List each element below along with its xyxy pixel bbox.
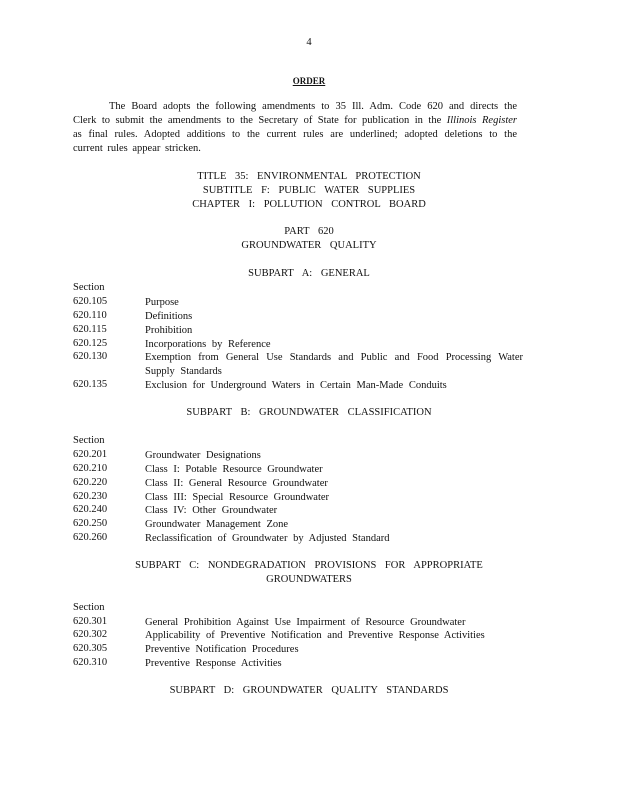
- subpart-c-heading: SUBPART C: NONDEGRADATION PROVISIONS FOR APPROPRIATE: [135, 560, 483, 571]
- intro-text-rest: as final rules. Adopted additions to the current rules are underlined; adopted deletions to the current rules appear stricken.: [73, 129, 517, 154]
- section-number: 620.125: [73, 338, 108, 349]
- section-title: Class III: Special Resource Groundwater: [145, 492, 330, 503]
- section-label: Section: [73, 282, 105, 293]
- subpart-a-heading: SUBPART A: GENERAL: [248, 268, 370, 279]
- section-number: 620.115: [73, 324, 107, 335]
- subtitle-line: SUBTITLE F: PUBLIC WATER SUPPLIES: [202, 185, 416, 196]
- section-title: Exemption from General Use Standards and Public and Food Processing Water Supply Standards: [145, 352, 523, 377]
- section-number: 620.105: [73, 296, 108, 307]
- section-number: 620.260: [73, 532, 108, 543]
- section-title: Prohibition: [145, 325, 193, 336]
- section-title: Groundwater Management Zone: [145, 519, 289, 530]
- section-number: 620.130: [73, 351, 108, 362]
- section-number: 620.210: [73, 463, 108, 474]
- subpart-d-heading: SUBPART D: GROUNDWATER QUALITY STANDARDS: [169, 685, 449, 696]
- order-heading: ORDER: [292, 76, 326, 86]
- section-number: 620.301: [73, 616, 108, 627]
- intro-paragraph: [73, 100, 517, 156]
- section-title: Preventive Notification Procedures: [145, 644, 299, 655]
- section-number: 620.250: [73, 518, 108, 529]
- section-title: Exclusion for Underground Waters in Certain Man-Made Conduits: [145, 380, 447, 391]
- section-title: Class II: General Resource Groundwater: [145, 478, 328, 489]
- section-title: Class IV: Other Groundwater: [145, 505, 278, 516]
- section-title: Applicability of Preventive Notification and Preventive Response Activities: [145, 630, 485, 641]
- section-title: General Prohibition Against Use Impairment of Resource Groundwater: [145, 617, 466, 628]
- section-number: 620.110: [73, 310, 107, 321]
- part-line: PART 620: [284, 226, 334, 237]
- subpart-b-heading: SUBPART B: GROUNDWATER CLASSIFICATION: [186, 407, 432, 418]
- section-title: Purpose: [145, 297, 179, 308]
- intro-text: The Board adopts the following amendments to 35 Ill. Adm. Code 620 and directs the Clerk to submit the amendments to the Secretary of State for publication in the: [73, 101, 517, 126]
- part-title: GROUNDWATER QUALITY: [241, 240, 377, 251]
- section-title: Definitions: [145, 311, 193, 322]
- subpart-c-heading-cont: GROUNDWATERS: [266, 574, 352, 585]
- section-number: 620.230: [73, 491, 108, 502]
- title-line: TITLE 35: ENVIRONMENTAL PROTECTION: [197, 171, 421, 182]
- section-number: 620.302: [73, 629, 108, 640]
- section-title: Groundwater Designations: [145, 450, 261, 461]
- section-title: Incorporations by Reference: [145, 339, 271, 350]
- section-title: Class I: Potable Resource Groundwater: [145, 464, 323, 475]
- section-title: Reclassification of Groundwater by Adjusted Standard: [145, 533, 390, 544]
- register-title: Illinois Register: [446, 115, 518, 126]
- chapter-line: CHAPTER I: POLLUTION CONTROL BOARD: [192, 199, 426, 210]
- section-label: Section: [73, 602, 105, 613]
- section-label: Section: [73, 435, 105, 446]
- section-title: Preventive Response Activities: [145, 658, 282, 669]
- page-number: 4: [306, 37, 312, 48]
- section-number: 620.310: [73, 657, 108, 668]
- section-number: 620.201: [73, 449, 108, 460]
- section-number: 620.135: [73, 379, 108, 390]
- section-number: 620.220: [73, 477, 108, 488]
- section-number: 620.305: [73, 643, 108, 654]
- section-number: 620.240: [73, 504, 108, 515]
